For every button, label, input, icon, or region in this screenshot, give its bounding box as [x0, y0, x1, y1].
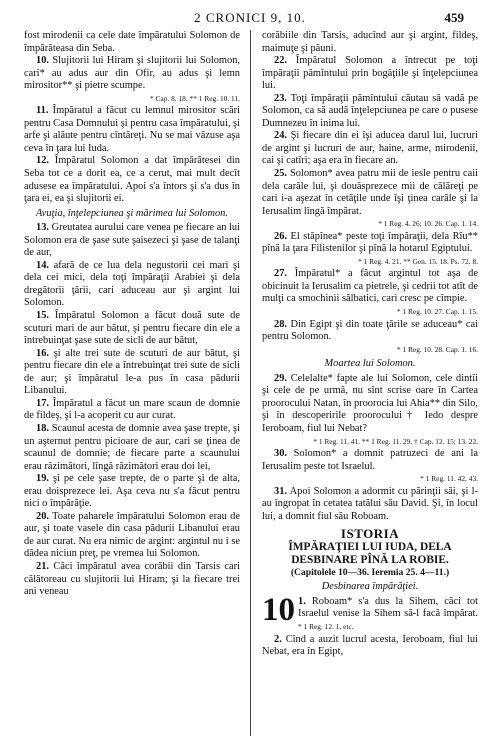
- verse-paragraph: [24, 105, 240, 155]
- cross-reference: * 1 Reg. 12. 1, etc.: [298, 621, 354, 631]
- verse-number: 10.: [36, 55, 49, 67]
- verse-paragraph: [262, 373, 478, 436]
- verse-number: 27.: [274, 268, 287, 280]
- verse-text: Din Egipt şi din toate ţările se aduceau* cai pentru Solomon.: [262, 318, 478, 343]
- verse-paragraph: [24, 222, 240, 260]
- verse-text: Apoi Solomon a adormit cu părinţii săi, şi l-au îngropat în cetatea tatălui său David. Şi, în locul lui, a domnit fiul său Roboam.: [262, 485, 478, 522]
- verse-paragraph: [24, 155, 240, 205]
- verse-paragraph: [24, 260, 240, 310]
- section-heading: Avuţia, înţelepciunea şi mărimea lui Solomon.: [36, 207, 228, 219]
- verse-number: 15.: [36, 310, 49, 322]
- verse-number: 31.: [274, 485, 287, 497]
- verse-text: afară de ce lua dela negustorii cei mari şi dela cei mici, dela toţi împăraţii Arabiei şi dela dregătorii ţării, cari aduceau aur şi argint lui Solomon.: [24, 259, 240, 309]
- verse-paragraph: [24, 310, 240, 348]
- verse-paragraph: [262, 93, 478, 131]
- verse-10-1: 10 1. Roboam* s'a dus la Sihem, căci tot Israelul venise la Sihem să-l facă împărat. * 1 Reg. 12. 1, etc.: [262, 591, 478, 631]
- verse-paragraph: [262, 319, 478, 344]
- verse-text: şi pe cele şase trepte, de o parte şi de alta, erau doisprezece lei. Aşa ceva nu s'a făcut pentru nici o împărăţie.: [24, 473, 240, 510]
- verse-text: şi alte trei sute de scuturi de aur bătut, şi pentru fiecare din ele a întrebuinţat trei sute de sicli de aur; şi împăratul le-a pus în casa pădurii Libanului.: [24, 347, 240, 397]
- cross-reference: * 1 Reg. 4. 21. ** Gen. 15. 18. Ps. 72. 8.: [358, 256, 478, 266]
- cross-reference: * 1 Reg. 11. 41. ** 1 Reg. 11. 29. † Cap. 12. 15; 13. 22.: [313, 436, 478, 446]
- verse-number: 19.: [36, 473, 49, 485]
- cross-reference: * Cap. 8. 18. ** 1 Reg. 10. 11.: [149, 93, 240, 103]
- verse-text: Împăratul Solomon a întrecut pe toţi împăraţii pămîntului prin bogăţiile şi înţelepciunea lui.: [262, 55, 478, 92]
- verse-text: Scaunul acesta de domnie avea şase trepte, şi un aşternut pentru picioare de aur, cari se ţinea de scaunul de domnie; de fiecare parte a scaunului erau răzimători, lîngă răzimători erau doi lei,: [24, 422, 240, 472]
- page-header: [0, 10, 500, 28]
- verse-number: 24.: [274, 130, 287, 142]
- column-divider: [250, 30, 251, 736]
- verse-number: 26.: [274, 230, 287, 242]
- verse-paragraph: [24, 398, 240, 423]
- section-heading: Desbinarea împărăţiei.: [321, 581, 419, 593]
- verse-paragraph: [24, 30, 240, 55]
- cross-reference: * 1 Reg. 4. 26; 10. 26. Cap. 1. 14.: [378, 219, 478, 229]
- left-column: [24, 30, 240, 599]
- verse-paragraph: [24, 561, 240, 599]
- verse-text: Solomon* a domnit patruzeci de ani la Ierusalim peste tot Israelul.: [262, 448, 478, 472]
- verse-paragraph: [24, 511, 240, 561]
- chapter-dropcap: 10: [262, 591, 295, 628]
- verse-number: 14.: [36, 259, 49, 271]
- cross-reference: * 1 Reg. 10. 28. Cap. 1. 16.: [396, 344, 478, 354]
- verse-paragraph: [262, 30, 478, 55]
- verse-text: corăbiile din Tarsis, aducînd aur şi argint, fildeş, maimuţe şi păuni.: [262, 30, 478, 54]
- verse-10-2: 2. Cînd a auzit lucrul acesta, Ieroboam, fiul lui Nebat, era în Egipt,: [262, 633, 478, 658]
- verse-paragraph: [24, 423, 240, 473]
- verse-text: Împăratul a făcut un mare scaun de domnie de fildeş, şi l-a acoperit cu aur curat.: [24, 397, 240, 422]
- cross-reference: * 1 Reg. 10. 27. Cap. 1. 15.: [396, 307, 478, 317]
- verse-paragraph: [24, 473, 240, 511]
- section-title: ISTORIA: [340, 526, 400, 542]
- verse-paragraph: [262, 130, 478, 168]
- verse-paragraph: [262, 448, 478, 473]
- verse-number: 22.: [274, 55, 287, 67]
- verse-number: 30.: [274, 448, 287, 460]
- verse-number: 17.: [36, 397, 49, 409]
- verse-number: 18.: [36, 422, 49, 434]
- verse-text: Slujitorii lui Hiram şi slujitorii lui Solomon, cari* au adus aur din Ofir, au adus şi lemn mirositor** şi pietre scumpe.: [24, 55, 240, 92]
- section-heading: Moartea lui Solomon.: [324, 358, 416, 370]
- verse-text: Toţi împăraţii pămîntului căutau să vadă pe Solomon, ca să audă înţelepciunea pe care o pusese Dumnezeu în inima lui.: [262, 92, 478, 129]
- section-subtitle: ÎMPĂRAŢIEI LUI IUDA, DELA DESBINARE PÎNĂ LA ROBIE.: [288, 541, 452, 567]
- verse-paragraph: [262, 55, 478, 93]
- verse-text: fost mirodenii ca cele date împăratului Solomon de împărăteasa din Seba.: [24, 30, 240, 54]
- verse-number: 21.: [36, 560, 49, 572]
- verse-number: 29.: [274, 372, 287, 384]
- verse-text: Împăratul* a făcut argintul tot aşa de obicinuit la Ierusalim ca pietrele, şi cedrii tot atît de mulţi ca smochinii sălbatici, cari cresc pe cîmpie.: [262, 268, 478, 305]
- verse-text: Împăratul Solomon a făcut două sute de scuturi mari de aur bătut, şi pentru fiecare din ele a întrebuinţat şase sute de sicli de aur bătut,: [24, 310, 240, 347]
- verse-paragraph: [24, 348, 240, 398]
- verse-text: Căci împăratul avea corăbii din Tarsis cari călătoreau cu slujitorii lui Hiram; şi la fiecare trei ani veneau: [24, 560, 240, 598]
- verse-text: Împăratul Solomon a dat împărătesei din Seba tot ce a dorit ea, ce a cerut, mai mult decît adusese ea împăratului. Apoi s'a întors şi s'a dus în ţara ei, ea şi slujitorii ei.: [24, 155, 240, 205]
- verse-text: Celelalte* fapte ale lui Solomon, cele dintîi şi cele de pe urmă, nu sînt scrise oare în Cartea proorocului Natan, în proorocia lui Ahia** din Silo, şi în descoperirile proorocului† Iedo despre Ieroboam, fiul lui Nebat?: [262, 372, 478, 434]
- verse-number: 13.: [36, 222, 49, 234]
- cross-reference: * 1 Reg. 11. 42, 43.: [420, 474, 478, 484]
- verse-text: Greutatea aurului care venea pe fiecare an lui Solomon era de şase sute şaisezeci şi şase de talanţi de aur,: [24, 222, 240, 259]
- verse-number: 28.: [274, 318, 287, 330]
- verse-text: Şi fiecare din ei îşi aducea darul lui, lucruri de argint şi lucruri de aur, haine, arme, mirodenii, cai şi catîri; aşa era în fiecare an.: [262, 130, 478, 167]
- verse-number: 11.: [36, 105, 49, 117]
- verse-text: El stăpînea* peste toţi împăraţii, dela Rîu** pînă la ţara Filistenilor şi pînă la hotarul Egiptului.: [262, 230, 478, 255]
- verse-text: Împăratul a făcut cu lemnul mirositor scări pentru Casa Domnului şi pentru casa împăratului, şi arfe şi alăute pentru cîntăreţi. Nu se mai văzuse aşa ceva în ţara lui Iuda.: [24, 105, 240, 154]
- verse-paragraph: [262, 231, 478, 256]
- verse-text: Solomon* avea patru mii de iesle pentru caii dela carăle lui, şi douăsprezece mii de călăreţi pe cari i-a aşezat în cetăţile unde îşi ţinea carăle şi la Ierusalim lîngă împărat.: [262, 168, 478, 217]
- page-number: 459: [444, 10, 464, 25]
- verse-number: 12.: [36, 155, 49, 167]
- verse-number: 16.: [36, 347, 49, 359]
- verse-paragraph: [24, 55, 240, 93]
- right-column: [262, 30, 478, 659]
- verse-number: 23.: [274, 92, 287, 104]
- section-chapters: (Capitolele 10—36. Ieremia 25. 4—11.): [290, 567, 450, 579]
- verse-paragraph: [262, 486, 478, 524]
- verse-paragraph: [262, 168, 478, 218]
- verse-text: Toate paharele împăratului Solomon erau de aur, şi toate vasele din casa pădurii Libanului erau de aur curat. Nu era nimic de argint: argintul nu i se dădea niciun preţ, pe vremea lui Solomon.: [24, 510, 240, 560]
- verse-paragraph: [262, 268, 478, 306]
- right-verses: [262, 30, 478, 523]
- verse-number: 25.: [274, 168, 287, 180]
- running-head: 2 CRONICI 9, 10.: [194, 10, 306, 25]
- verse-number: 20.: [36, 510, 49, 522]
